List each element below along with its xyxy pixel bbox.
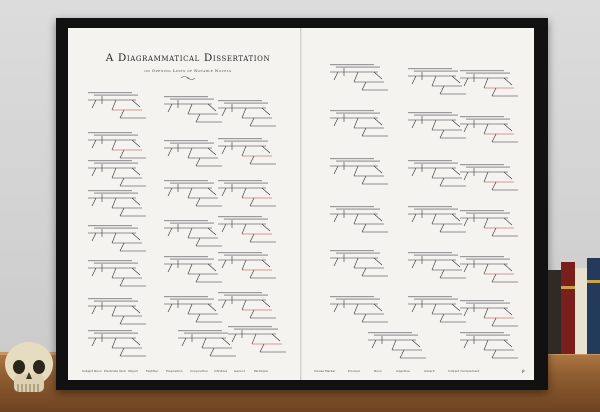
caption-line [336, 113, 380, 114]
caption-line [374, 335, 418, 336]
caption-line [94, 228, 138, 229]
diagram-stroke [504, 308, 512, 315]
caption-line [414, 71, 458, 72]
diagram-stroke [492, 182, 496, 190]
diagram-stroke [188, 148, 192, 158]
diagram-stroke [222, 300, 226, 308]
diagram-stroke [262, 146, 270, 153]
caption-line [178, 330, 222, 331]
caption-line [228, 326, 272, 327]
diagram-stroke [132, 198, 140, 205]
diagram-stroke [92, 140, 96, 148]
diagram-stroke [492, 228, 496, 236]
diagram-stroke [196, 114, 200, 122]
diagram-stroke [432, 76, 436, 86]
caption-line [466, 303, 510, 304]
diagram-stroke [412, 260, 416, 268]
diagram-stroke [168, 228, 172, 236]
diagram-stroke [132, 268, 140, 275]
diagram-stroke [120, 110, 124, 118]
diagram-stroke [168, 264, 172, 272]
diagram-stroke [188, 304, 192, 314]
diagram-stroke [188, 264, 192, 274]
diagram-stroke [112, 100, 116, 110]
caption-line [164, 296, 208, 297]
diagram-stroke [168, 188, 172, 196]
diagram-stroke [208, 104, 216, 111]
diagram-stroke [412, 304, 416, 312]
caption-line [336, 299, 380, 300]
caption-line [88, 160, 132, 161]
diagram-stroke [92, 233, 96, 241]
diagram-stroke [120, 316, 124, 324]
caption-line [408, 112, 452, 113]
diagram-stroke [412, 340, 420, 347]
diagram-stroke [362, 314, 366, 322]
diagram-stroke [334, 72, 338, 80]
diagram-stroke [440, 270, 444, 278]
diagram-stroke [112, 168, 116, 178]
diagram-stroke [222, 146, 226, 154]
diagram-stroke [484, 340, 488, 350]
caption-line [218, 216, 262, 217]
diagram-stroke [464, 218, 468, 226]
diagram-stroke [222, 108, 226, 116]
diagram-stroke [374, 214, 382, 221]
diagram-stroke [120, 243, 124, 251]
caption-line [414, 209, 458, 210]
diagram-stroke [354, 118, 358, 128]
caption-line [460, 70, 504, 71]
caption-line [94, 193, 138, 194]
diagram-stroke [440, 130, 444, 138]
caption-line [460, 210, 504, 211]
diagram-stroke [250, 310, 254, 318]
legend-item: Conjunction [190, 369, 208, 373]
diagram-stroke [242, 260, 246, 270]
caption-line [330, 110, 374, 111]
diagram-stroke [484, 124, 488, 134]
diagram-stroke [222, 224, 226, 232]
caption-line [88, 225, 132, 226]
legend-item: Preposition [166, 369, 183, 373]
caption-line [218, 292, 262, 293]
diagram-stroke [188, 228, 192, 238]
caption-line [94, 163, 138, 164]
diagram-stroke [484, 78, 488, 88]
diagram-stroke [432, 260, 436, 270]
diagram-stroke [334, 258, 338, 266]
caption-line [218, 252, 262, 253]
caption-line [408, 252, 452, 253]
diagram-stroke [196, 274, 200, 282]
caption-line [88, 132, 132, 133]
diagram-stroke [262, 300, 270, 307]
diagram-stroke [132, 168, 140, 175]
diagram-stroke [492, 350, 496, 358]
diagram-stroke [202, 338, 206, 348]
legend-item: Infinitive [214, 369, 228, 373]
caption-line [234, 329, 278, 330]
diagram-stroke [484, 218, 488, 228]
diagram-stroke [112, 140, 116, 150]
caption-line [414, 255, 458, 256]
diagram-stroke [242, 108, 246, 118]
caption-line [224, 219, 268, 220]
diagram-stroke [222, 260, 226, 268]
caption-line [330, 64, 374, 65]
caption-line [88, 190, 132, 191]
diagram-stroke [504, 264, 512, 271]
diagram-stroke [182, 338, 186, 346]
diagram-stroke [504, 340, 512, 347]
diagram-stroke [112, 233, 116, 243]
diagram-stroke [354, 166, 358, 176]
caption-line [224, 183, 268, 184]
diagram-stroke [250, 198, 254, 206]
caption-line [466, 167, 510, 168]
diagram-stroke [262, 108, 270, 115]
legend-item: Clause Marker [314, 369, 336, 373]
caption-line [88, 330, 132, 331]
caption-line [414, 299, 458, 300]
diagram-stroke [120, 348, 124, 356]
diagram-stroke [120, 278, 124, 286]
diagram-stroke [208, 264, 216, 271]
diagram-stroke [354, 214, 358, 224]
caption-line [224, 141, 268, 142]
caption-line [164, 96, 208, 97]
diagram-stroke [432, 168, 436, 178]
diagram-stroke [334, 166, 338, 174]
caption-line [94, 135, 138, 136]
caption-line [330, 158, 374, 159]
diagram-stroke [250, 234, 254, 242]
legend-item: Participle [254, 369, 268, 373]
diagram-stroke [484, 172, 488, 182]
diagram-stroke [250, 156, 254, 164]
diagram-stroke [354, 72, 358, 82]
caption-line [224, 255, 268, 256]
legend-item: Noun [374, 369, 382, 373]
caption-line [408, 206, 452, 207]
diagram-stroke [374, 304, 382, 311]
caption-line [164, 220, 208, 221]
caption-line [466, 213, 510, 214]
diagram-stroke [208, 228, 216, 235]
diagram-stroke [412, 76, 416, 84]
diagram-stroke [232, 334, 236, 342]
diagram-stroke [132, 338, 140, 345]
diagram-stroke [464, 264, 468, 272]
diagram-stroke [120, 150, 124, 158]
diagram-stroke [412, 168, 416, 176]
diagram-stroke [250, 118, 254, 126]
diagram-stroke [400, 350, 404, 358]
book [561, 262, 575, 354]
diagram-stroke [196, 158, 200, 166]
diagram-stroke [432, 214, 436, 224]
diagram-stroke [492, 134, 496, 142]
diagram-stroke [168, 148, 172, 156]
diagram-stroke [262, 260, 270, 267]
diagram-stroke [120, 178, 124, 186]
diagram-stroke [92, 100, 96, 108]
diagram-stroke [464, 340, 468, 348]
legend-item: Adverb [424, 369, 435, 373]
caption-line [460, 116, 504, 117]
diagram-stroke [112, 198, 116, 208]
diagram-stroke [112, 268, 116, 278]
caption-line [184, 333, 228, 334]
diagram-stroke [272, 334, 280, 341]
diagram-stroke [92, 168, 96, 176]
diagram-stroke [412, 120, 416, 128]
diagram-stroke [242, 146, 246, 156]
diagram-stroke [168, 304, 172, 312]
diagram-stroke [132, 233, 140, 240]
diagram-stroke [392, 340, 396, 350]
diagram-stroke [262, 188, 270, 195]
diagram-stroke [464, 78, 468, 86]
diagram-stroke [132, 140, 140, 147]
legend-item: Predicate Verb [104, 369, 126, 373]
diagram-stroke [92, 338, 96, 346]
diagram-stroke [504, 78, 512, 85]
diagram-stroke [132, 306, 140, 313]
diagram-stroke [210, 348, 214, 356]
diagram-stroke [354, 304, 358, 314]
caption-line [414, 115, 458, 116]
signature-mark: ꝑ [522, 368, 525, 373]
diagram-stroke [112, 338, 116, 348]
diagram-stroke [452, 76, 460, 83]
diagram-stroke [504, 172, 512, 179]
diagram-stroke [440, 86, 444, 94]
caption-line [164, 256, 208, 257]
diagram-stroke [362, 224, 366, 232]
caption-line [466, 119, 510, 120]
diagram-stroke [168, 104, 172, 112]
diagram-stroke [252, 334, 256, 344]
diagram-stroke [452, 214, 460, 221]
diagram-stroke [492, 88, 496, 96]
caption-line [336, 209, 380, 210]
diagram-stroke [222, 338, 230, 345]
diagram-stroke [374, 118, 382, 125]
caption-line [170, 259, 214, 260]
diagram-stroke [196, 198, 200, 206]
caption-line [414, 163, 458, 164]
diagram-stroke [334, 214, 338, 222]
caption-line [460, 300, 504, 301]
caption-line [170, 183, 214, 184]
diagram-stroke [432, 304, 436, 314]
diagram-stroke [92, 306, 96, 314]
caption-line [164, 140, 208, 141]
book [587, 258, 600, 354]
diagram-stroke [412, 214, 416, 222]
diagram-stroke [452, 304, 460, 311]
caption-line [88, 298, 132, 299]
diagram-stroke [188, 188, 192, 198]
diagram-stroke [242, 188, 246, 198]
legend-item: Indirect Complement [448, 369, 480, 373]
caption-line [336, 161, 380, 162]
diagram-stroke [504, 218, 512, 225]
book [575, 268, 587, 354]
caption-line [408, 160, 452, 161]
diagram-stroke [188, 104, 192, 114]
poster [68, 28, 534, 380]
caption-line [218, 138, 262, 139]
diagram-stroke [196, 314, 200, 322]
diagram-stroke [362, 268, 366, 276]
caption-line [336, 253, 380, 254]
caption-line [170, 143, 214, 144]
book [548, 270, 561, 354]
caption-line [218, 180, 262, 181]
diagram-stroke [362, 82, 366, 90]
caption-line [368, 332, 412, 333]
caption-line [460, 256, 504, 257]
caption-line [94, 301, 138, 302]
diagram-stroke [452, 260, 460, 267]
sentence-diagrams [68, 28, 534, 380]
caption-line [224, 103, 268, 104]
diagram-stroke [260, 344, 264, 352]
diagram-stroke [440, 314, 444, 322]
caption-line [88, 260, 132, 261]
diagram-stroke [208, 188, 216, 195]
caption-line [94, 263, 138, 264]
diagram-stroke [464, 172, 468, 180]
legend-item: Object [128, 369, 138, 373]
caption-line [330, 250, 374, 251]
caption-line [460, 332, 504, 333]
caption-line [88, 92, 132, 93]
caption-line [94, 333, 138, 334]
diagram-stroke [440, 178, 444, 186]
diagram-stroke [334, 118, 338, 126]
diagram-stroke [374, 72, 382, 79]
diagram-stroke [92, 198, 96, 206]
legend-item: Gerund [234, 369, 246, 373]
diagram-stroke [374, 166, 382, 173]
diagram-stroke [464, 124, 468, 132]
skull-icon [0, 338, 58, 400]
caption-line [224, 295, 268, 296]
book-band [587, 280, 600, 283]
caption-line [466, 335, 510, 336]
diagram-stroke [374, 258, 382, 265]
diagram-stroke [452, 168, 460, 175]
diagram-stroke [432, 120, 436, 130]
legend-item: Subject Noun [82, 369, 103, 373]
caption-line [94, 95, 138, 96]
diagram-stroke [250, 270, 254, 278]
diagram-stroke [334, 304, 338, 312]
caption-line [164, 180, 208, 181]
caption-line [330, 296, 374, 297]
diagram-stroke [354, 258, 358, 268]
caption-line [330, 206, 374, 207]
diagram-stroke [112, 306, 116, 316]
legend-item: Modifier [146, 369, 159, 373]
diagram-stroke [362, 128, 366, 136]
diagram-stroke [492, 318, 496, 326]
diagram-stroke [92, 268, 96, 276]
caption-line [466, 259, 510, 260]
diagram-stroke [208, 304, 216, 311]
diagram-stroke [208, 148, 216, 155]
diagram-stroke [242, 224, 246, 234]
diagram-stroke [440, 224, 444, 232]
diagram-stroke [362, 176, 366, 184]
book-band [561, 286, 575, 289]
caption-line [170, 299, 214, 300]
diagram-stroke [262, 224, 270, 231]
diagram-stroke [492, 274, 496, 282]
legend-item: Adjective [396, 369, 410, 373]
caption-line [336, 67, 380, 68]
caption-line [170, 99, 214, 100]
caption-line [170, 223, 214, 224]
diagram-stroke [372, 340, 376, 348]
caption-line [460, 164, 504, 165]
diagram-stroke [464, 308, 468, 316]
diagram-stroke [484, 308, 488, 318]
caption-line [466, 73, 510, 74]
diagram-stroke [132, 100, 140, 107]
diagram-stroke [242, 300, 246, 310]
diagram-stroke [504, 124, 512, 131]
legend-item: Pronoun [348, 369, 361, 373]
caption-line [218, 100, 262, 101]
diagram-stroke [484, 264, 488, 274]
poster-subtitle: on Opening Lines of Notable Novels [144, 68, 232, 73]
caption-line [408, 296, 452, 297]
caption-line [408, 68, 452, 69]
diagram-stroke [196, 238, 200, 246]
diagram-stroke [222, 188, 226, 196]
diagram-stroke [452, 120, 460, 127]
diagram-stroke [120, 208, 124, 216]
poster-title: A Diagrammatical Dissertation [105, 52, 271, 64]
